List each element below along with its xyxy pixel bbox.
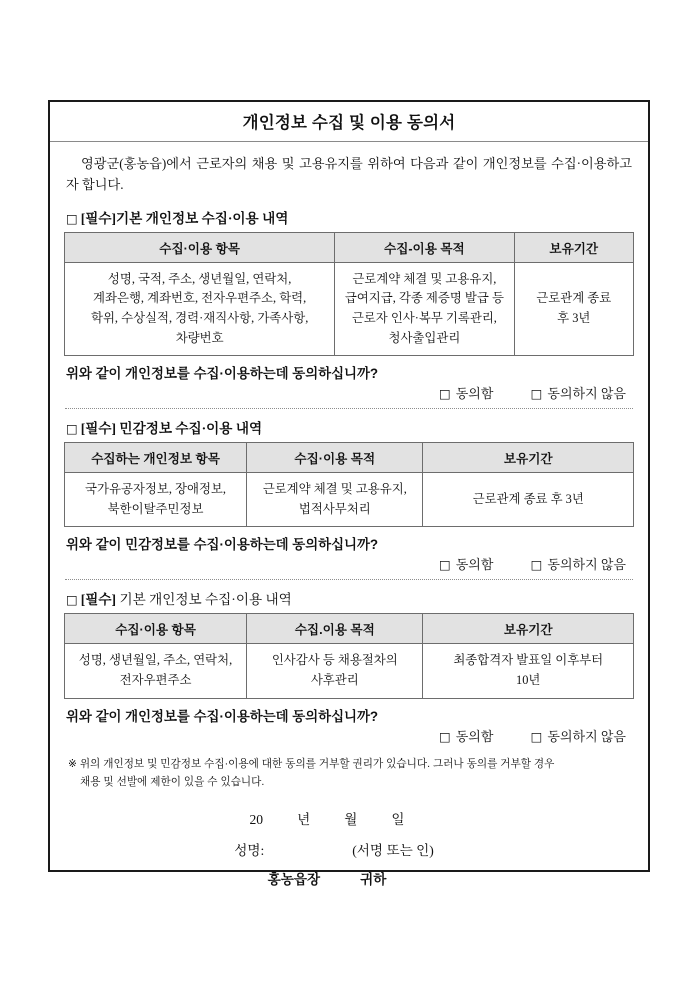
consent-options-2 (64, 554, 634, 573)
consent-agree-option-2[interactable] (439, 554, 493, 573)
column-header-items: 수집하는 개인정보 항목 (65, 443, 247, 473)
cell-purpose: 인사감사 등 채용절차의 사후관리 (247, 644, 423, 698)
date-year-prefix: 20 (249, 811, 264, 827)
collection-table-1 (64, 232, 634, 356)
column-header-retention: 보유기간 (423, 443, 634, 473)
column-header-purpose: 수집.이용 목적 (247, 614, 423, 644)
column-header-retention: 보유기간 (514, 232, 634, 262)
intro-paragraph (66, 153, 632, 196)
table-row (65, 473, 634, 527)
signature-line (64, 839, 604, 859)
title-band (50, 102, 648, 142)
section-heading-3 (66, 588, 634, 608)
footer-note-line2: 채용 및 선발에 제한이 있을 수 있습니다. (80, 776, 265, 789)
table-row (65, 644, 634, 698)
disagree-label-2: 동의하지 않음 (547, 557, 626, 573)
consent-disagree-option-2[interactable] (531, 554, 626, 573)
agree-checkbox-2-icon[interactable]: □ (439, 557, 451, 573)
date-year-unit: 년 (297, 811, 311, 827)
collection-table-2 (64, 442, 634, 527)
consent-options-3 (64, 726, 634, 745)
section-divider-2 (65, 579, 633, 580)
intro-text: 영광군(홍농읍)에서 근로자의 채용 및 고용유지를 위하여 다음과 같이 개인정보를 수집·이용하고자 합니다. (66, 156, 632, 193)
footer-note (68, 755, 630, 792)
recipient-name: 홍농읍장 (267, 871, 321, 887)
collection-table-3 (64, 613, 634, 698)
section-heading-2-bold: [필수] 민감정보 수집·이용 내역 (80, 421, 263, 437)
consent-disagree-option-1[interactable] (531, 383, 626, 402)
disagree-label-1: 동의하지 않음 (547, 386, 626, 402)
table-row (65, 262, 634, 355)
recipient-honorific: 귀하 (360, 871, 387, 887)
date-line (64, 808, 590, 828)
cell-items: 성명, 생년월일, 주소, 연락처, 전자우편주소 (65, 644, 247, 698)
agree-checkbox-3-icon[interactable]: □ (439, 728, 451, 744)
section-checkbox-3-icon[interactable]: □ (66, 592, 78, 608)
footer-note-line1: ※ 위의 개인정보 및 민감정보 수집·이용에 대한 동의를 거부할 권리가 있습니다. 그러나 동의를 거부할 경우 (68, 757, 555, 770)
consent-disagree-option-3[interactable] (531, 726, 626, 745)
consent-question-2: 위와 같이 민감정보를 수집·이용하는데 동의하십니까? (66, 537, 379, 553)
section-heading-1-bold: [필수]기본 개인정보 수집·이용 내역 (80, 210, 289, 226)
cell-items: 국가유공자정보, 장애정보, 북한이탈주민정보 (65, 473, 247, 527)
disagree-checkbox-3-icon[interactable]: □ (530, 728, 543, 744)
agree-checkbox-1-icon[interactable]: □ (439, 386, 451, 402)
consent-options-1 (64, 383, 634, 402)
cell-retention: 근로관계 종료 후 3년 (514, 262, 634, 355)
recipient-line (64, 868, 590, 888)
column-header-items: 수집·이용 항목 (65, 232, 335, 262)
column-header-items: 수집·이용 항목 (65, 614, 247, 644)
consent-question-3: 위와 같이 개인정보를 수집·이용하는데 동의하십니까? (66, 708, 379, 724)
column-header-retention: 보유기간 (423, 614, 634, 644)
disagree-label-3: 동의하지 않음 (547, 728, 626, 744)
table-header-row (65, 443, 634, 473)
section-heading-1 (66, 207, 634, 227)
table-header-row (65, 614, 634, 644)
cell-retention: 근로관계 종료 후 3년 (423, 473, 634, 527)
cell-purpose: 근로계약 체결 및 고용유지, 법적사무처리 (247, 473, 423, 527)
signature-note: (서명 또는 인) (352, 842, 434, 858)
section-divider-1 (65, 408, 633, 409)
column-header-purpose: 수집·이용 목적 (247, 443, 423, 473)
cell-items: 성명, 국적, 주소, 생년월일, 연락처, 계좌은행, 계좌번호, 전자우편주소, 학력, 학위, 수상실적, 경력·재직사항, 가족사항, 차량번호 (65, 262, 335, 355)
disagree-checkbox-2-icon[interactable]: □ (530, 557, 543, 573)
section-checkbox-1-icon[interactable]: □ (66, 210, 78, 226)
table-header-row (65, 232, 634, 262)
disagree-checkbox-1-icon[interactable]: □ (530, 386, 543, 402)
cell-purpose: 근로계약 체결 및 고용유지, 급여지급, 각종 제증명 발급 등 근로자 인사·복무 기록관리, 청사출입관리 (335, 262, 514, 355)
consent-agree-option-3[interactable] (439, 726, 493, 745)
name-label: 성명: (234, 842, 265, 858)
consent-form-document (48, 100, 650, 887)
agree-label-2: 동의함 (455, 557, 494, 573)
date-month-unit: 월 (344, 811, 358, 827)
column-header-purpose: 수집-이용 목적 (335, 232, 514, 262)
date-day-unit: 일 (391, 811, 405, 827)
cell-retention: 최종합격자 발표일 이후부터 10년 (423, 644, 634, 698)
section-heading-3-plain: 기본 개인정보 수집·이용 내역 (116, 592, 292, 608)
consent-question-1: 위와 같이 개인정보를 수집·이용하는데 동의하십니까? (66, 366, 379, 382)
page-title: 개인정보 수집 및 이용 동의서 (242, 114, 456, 132)
section-heading-3-bold: [필수] (80, 592, 117, 608)
agree-label-1: 동의함 (455, 386, 494, 402)
agree-label-3: 동의함 (455, 728, 494, 744)
consent-agree-option-1[interactable] (439, 383, 493, 402)
section-checkbox-2-icon[interactable]: □ (66, 421, 78, 437)
section-heading-2 (66, 417, 634, 437)
document-body (50, 142, 648, 888)
